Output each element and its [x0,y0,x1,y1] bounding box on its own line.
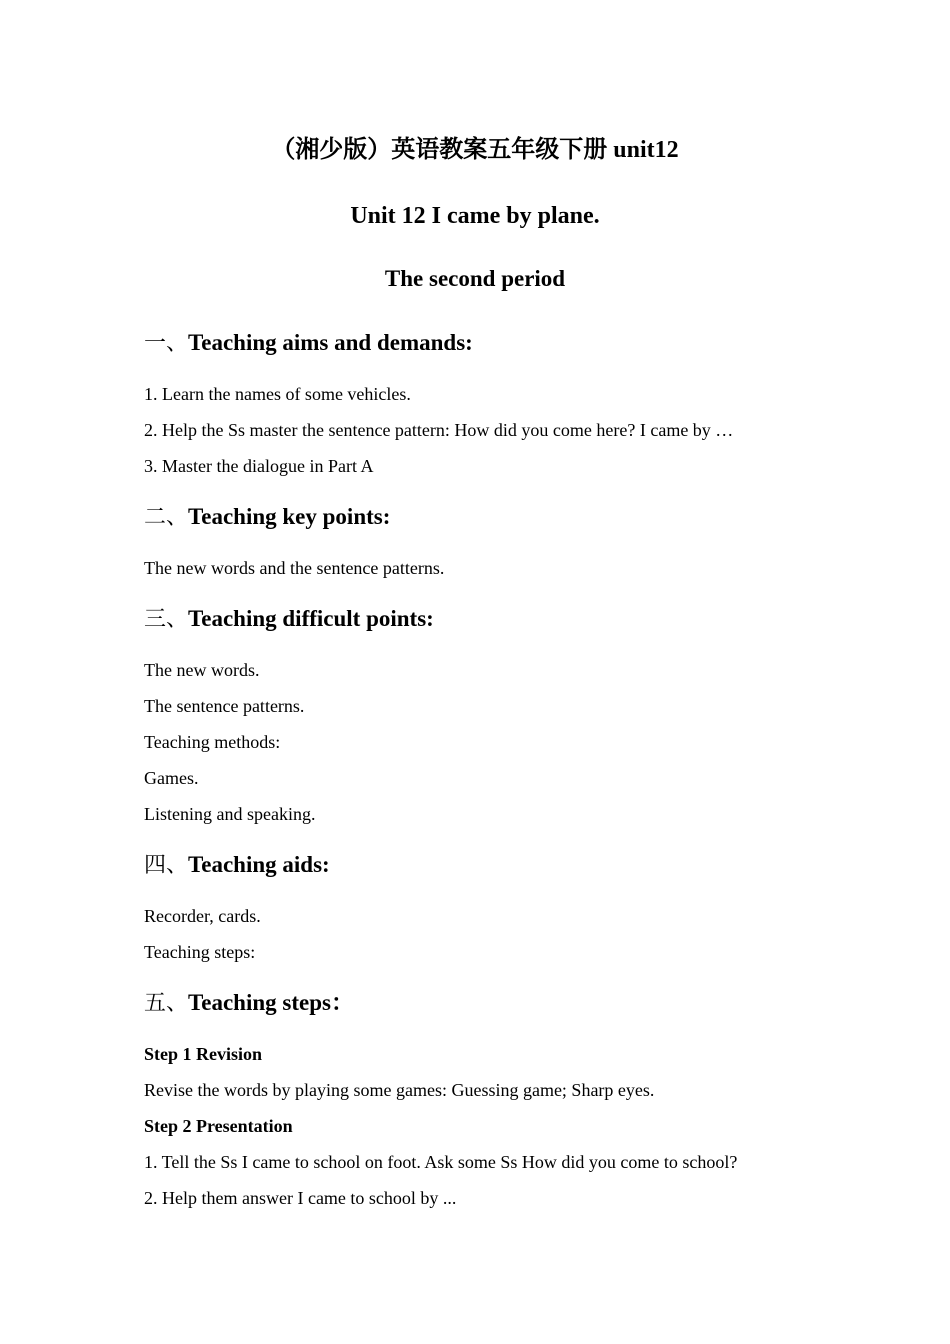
body-line: 3. Master the dialogue in Part A [144,456,374,476]
section-heading-text: Teaching key points: [188,504,391,529]
section-heading-aims [144,326,844,360]
body-line: Teaching steps: [144,942,256,962]
body-line: Recorder, cards. [144,906,261,926]
section-heading-difficult-points [144,602,844,636]
section-heading-key-points [144,500,844,534]
body-line: 1. Learn the names of some vehicles. [144,384,411,404]
section-heading-text: Teaching difficult points: [188,606,434,631]
document-title: （湘少版）英语教案五年级下册 unit12 [271,137,679,163]
body-line: Games. [144,768,199,788]
period-title: The second period [384,266,566,291]
body-line: Listening and speaking. [144,804,316,824]
unit-title: Unit 12 I came by plane. [350,203,600,229]
section-number: 四、 [144,853,189,878]
document-body [144,326,844,1216]
section-heading-steps [144,986,844,1020]
section-number: 二、 [144,505,189,530]
body-line: The sentence patterns. [144,696,305,716]
section-heading-colon: ： [330,990,354,1016]
body-line: 2. Help them answer I came to school by ... [144,1188,457,1208]
section-number: 五、 [144,991,189,1016]
step-title: Step 2 Presentation [144,1116,293,1136]
section-heading-aids [144,848,844,882]
body-line: The new words and the sentence patterns. [144,558,445,578]
body-line: Teaching methods: [144,732,281,752]
body-line: 2. Help the Ss master the sentence pattern: How did you come here? I came by … [144,420,734,440]
step-title: Step 1 Revision [144,1044,263,1064]
section-heading-text: Teaching aids: [188,852,330,877]
body-line: The new words. [144,660,260,680]
section-heading-text: Teaching aims and demands: [188,330,473,355]
section-number: 一、 [144,331,189,356]
body-line: Revise the words by playing some games: Guessing game; Sharp eyes. [144,1080,655,1100]
section-number: 三、 [144,607,189,632]
section-heading-text: Teaching steps [188,990,331,1015]
body-line: 1. Tell the Ss I came to school on foot. Ask some Ss How did you come to school? [144,1152,738,1172]
